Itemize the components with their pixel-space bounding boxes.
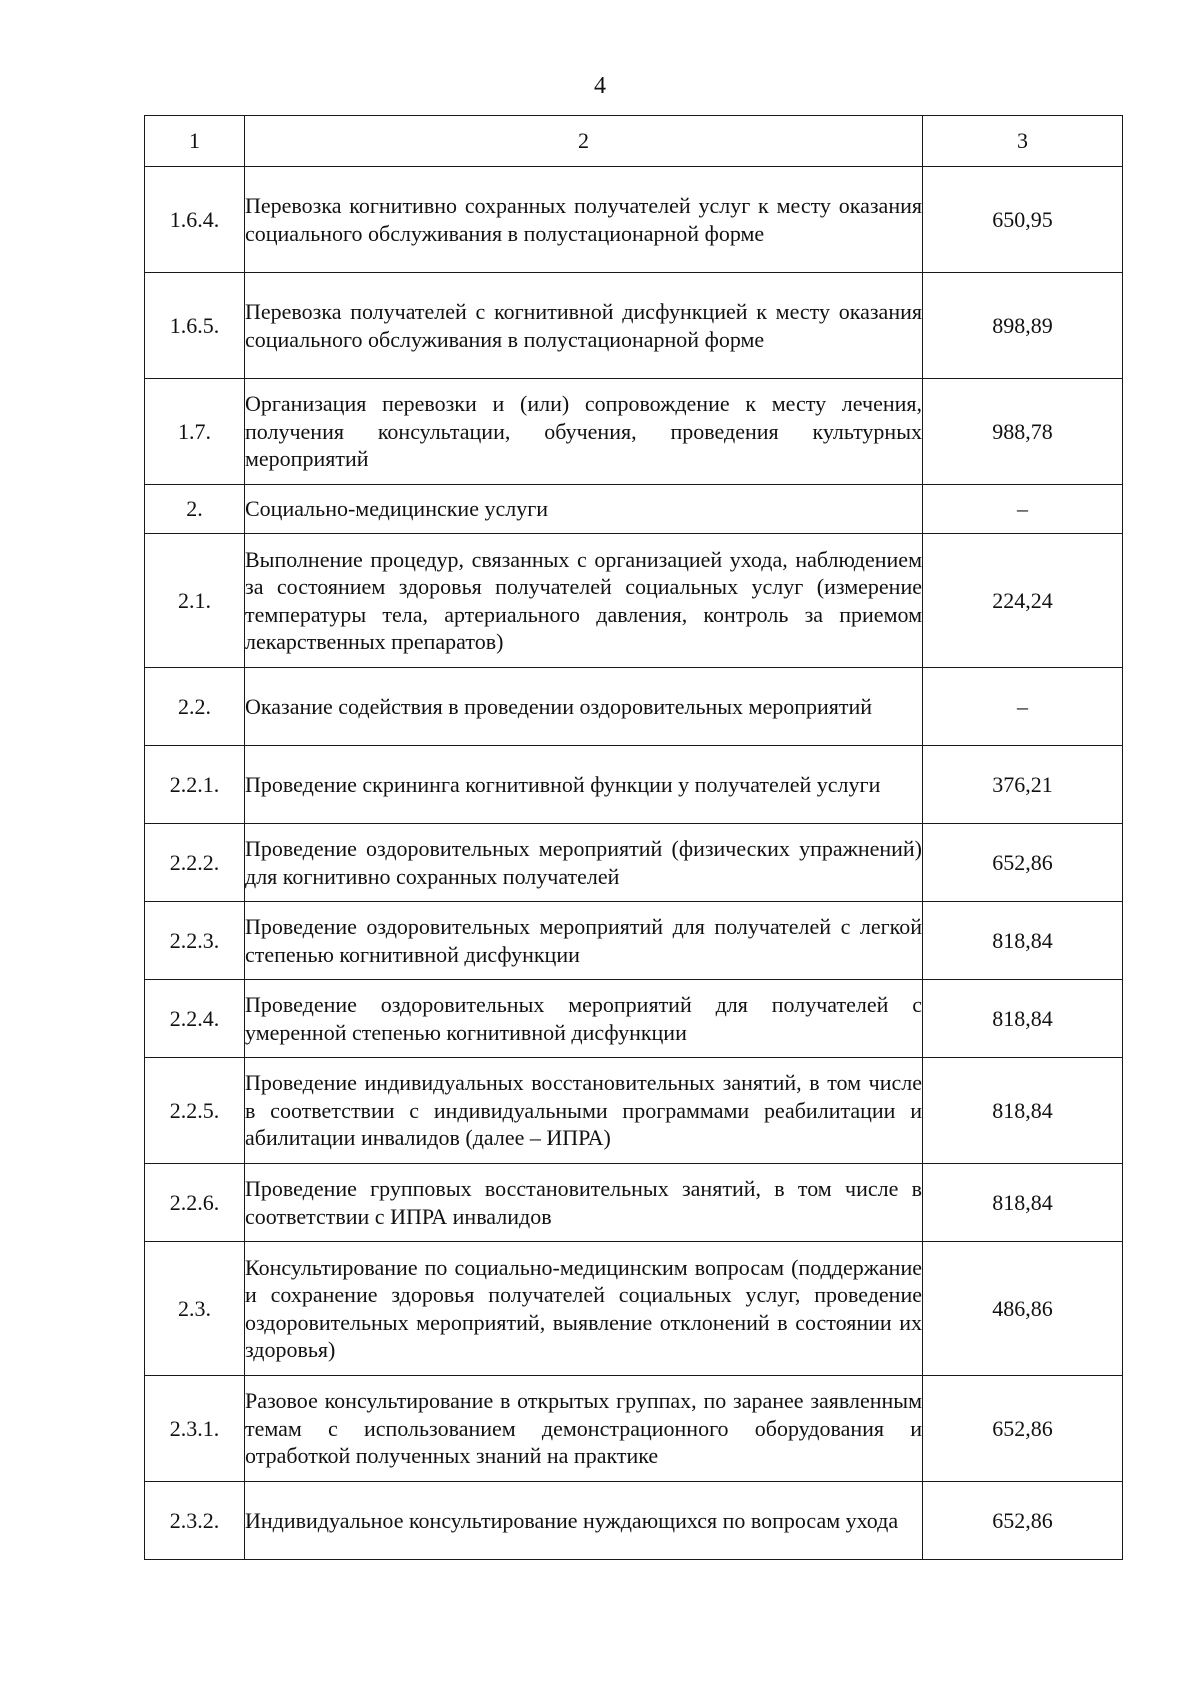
service-price: 898,89: [923, 273, 1123, 379]
table-row: [145, 980, 1123, 1058]
service-price: 224,24: [923, 534, 1123, 668]
table-row: [145, 485, 1123, 534]
service-price: –: [923, 668, 1123, 746]
service-name: Перевозка когнитивно сохранных получателей услуг к месту оказания социального обслуживания в полустационарной форме: [245, 167, 923, 273]
row-number: 2.1.: [145, 534, 245, 668]
table-row: [145, 379, 1123, 485]
service-price: 652,86: [923, 824, 1123, 902]
table-row: [145, 824, 1123, 902]
row-number: 2.2.4.: [145, 980, 245, 1058]
row-number: 2.3.: [145, 1242, 245, 1376]
service-price: 818,84: [923, 1058, 1123, 1164]
column-header-number: 1: [145, 116, 245, 167]
service-name: Проведение оздоровительных мероприятий для получателей с легкой степенью когнитивной дисфункции: [245, 902, 923, 980]
service-price: 652,86: [923, 1376, 1123, 1482]
row-number: 2.3.1.: [145, 1376, 245, 1482]
column-header-service: 2: [245, 116, 923, 167]
table-row: [145, 534, 1123, 668]
table-row: [145, 1164, 1123, 1242]
service-name: Проведение индивидуальных восстановительных занятий, в том числе в соответствии с индивидуальными программами реабилитации и абилитации инвалидов (далее – ИПРА): [245, 1058, 923, 1164]
row-number: 2.2.6.: [145, 1164, 245, 1242]
table-header-row: [145, 116, 1123, 167]
tariff-table: [144, 115, 1123, 1560]
table-row: [145, 902, 1123, 980]
service-price: 650,95: [923, 167, 1123, 273]
row-number: 2.2.5.: [145, 1058, 245, 1164]
service-name: Консультирование по социально-медицинским вопросам (поддержание и сохранение здоровья получателей социальных услуг, проведение оздоровительных мероприятий, выявление отклонений в состоянии их здоровья): [245, 1242, 923, 1376]
table-row: [145, 1242, 1123, 1376]
row-number: 2.2.: [145, 668, 245, 746]
row-number: 1.7.: [145, 379, 245, 485]
row-number: 2.2.3.: [145, 902, 245, 980]
table-row: [145, 273, 1123, 379]
row-number: 2.: [145, 485, 245, 534]
table-row: [145, 746, 1123, 824]
table-row: [145, 1482, 1123, 1560]
service-price: –: [923, 485, 1123, 534]
row-number: 2.2.1.: [145, 746, 245, 824]
service-name: Организация перевозки и (или) сопровождение к месту лечения, получения консультации, обучения, проведения культурных мероприятий: [245, 379, 923, 485]
service-name: Индивидуальное консультирование нуждающихся по вопросам ухода: [245, 1482, 923, 1560]
service-price: 376,21: [923, 746, 1123, 824]
table-row: [145, 668, 1123, 746]
table-row: [145, 1058, 1123, 1164]
service-name: Выполнение процедур, связанных с организацией ухода, наблюдением за состоянием здоровья получателей социальных услуг (измерение температуры тела, артериального давления, контроль за приемом лекарственных препаратов): [245, 534, 923, 668]
service-price: 652,86: [923, 1482, 1123, 1560]
service-name: Проведение оздоровительных мероприятий для получателей с умеренной степенью когнитивной дисфункции: [245, 980, 923, 1058]
row-number: 1.6.5.: [145, 273, 245, 379]
service-name: Оказание содействия в проведении оздоровительных мероприятий: [245, 668, 923, 746]
row-number: 1.6.4.: [145, 167, 245, 273]
service-name: Проведение оздоровительных мероприятий (физических упражнений) для когнитивно сохранных получателей: [245, 824, 923, 902]
page-number: 4: [594, 73, 606, 99]
service-price: 818,84: [923, 902, 1123, 980]
row-number: 2.3.2.: [145, 1482, 245, 1560]
row-number: 2.2.2.: [145, 824, 245, 902]
service-price: 818,84: [923, 1164, 1123, 1242]
service-name: Проведение скрининга когнитивной функции у получателей услуги: [245, 746, 923, 824]
column-header-price: 3: [923, 116, 1123, 167]
table-row: [145, 167, 1123, 273]
service-name: Социально-медицинские услуги: [245, 485, 923, 534]
service-price: 988,78: [923, 379, 1123, 485]
table-row: [145, 1376, 1123, 1482]
service-price: 818,84: [923, 980, 1123, 1058]
service-price: 486,86: [923, 1242, 1123, 1376]
service-name: Проведение групповых восстановительных занятий, в том числе в соответствии с ИПРА инвалидов: [245, 1164, 923, 1242]
service-name: Перевозка получателей с когнитивной дисфункцией к месту оказания социального обслуживания в полустационарной форме: [245, 273, 923, 379]
service-name: Разовое консультирование в открытых группах, по заранее заявленным темам с использованием демонстрационного оборудования и отработкой полученных знаний на практике: [245, 1376, 923, 1482]
